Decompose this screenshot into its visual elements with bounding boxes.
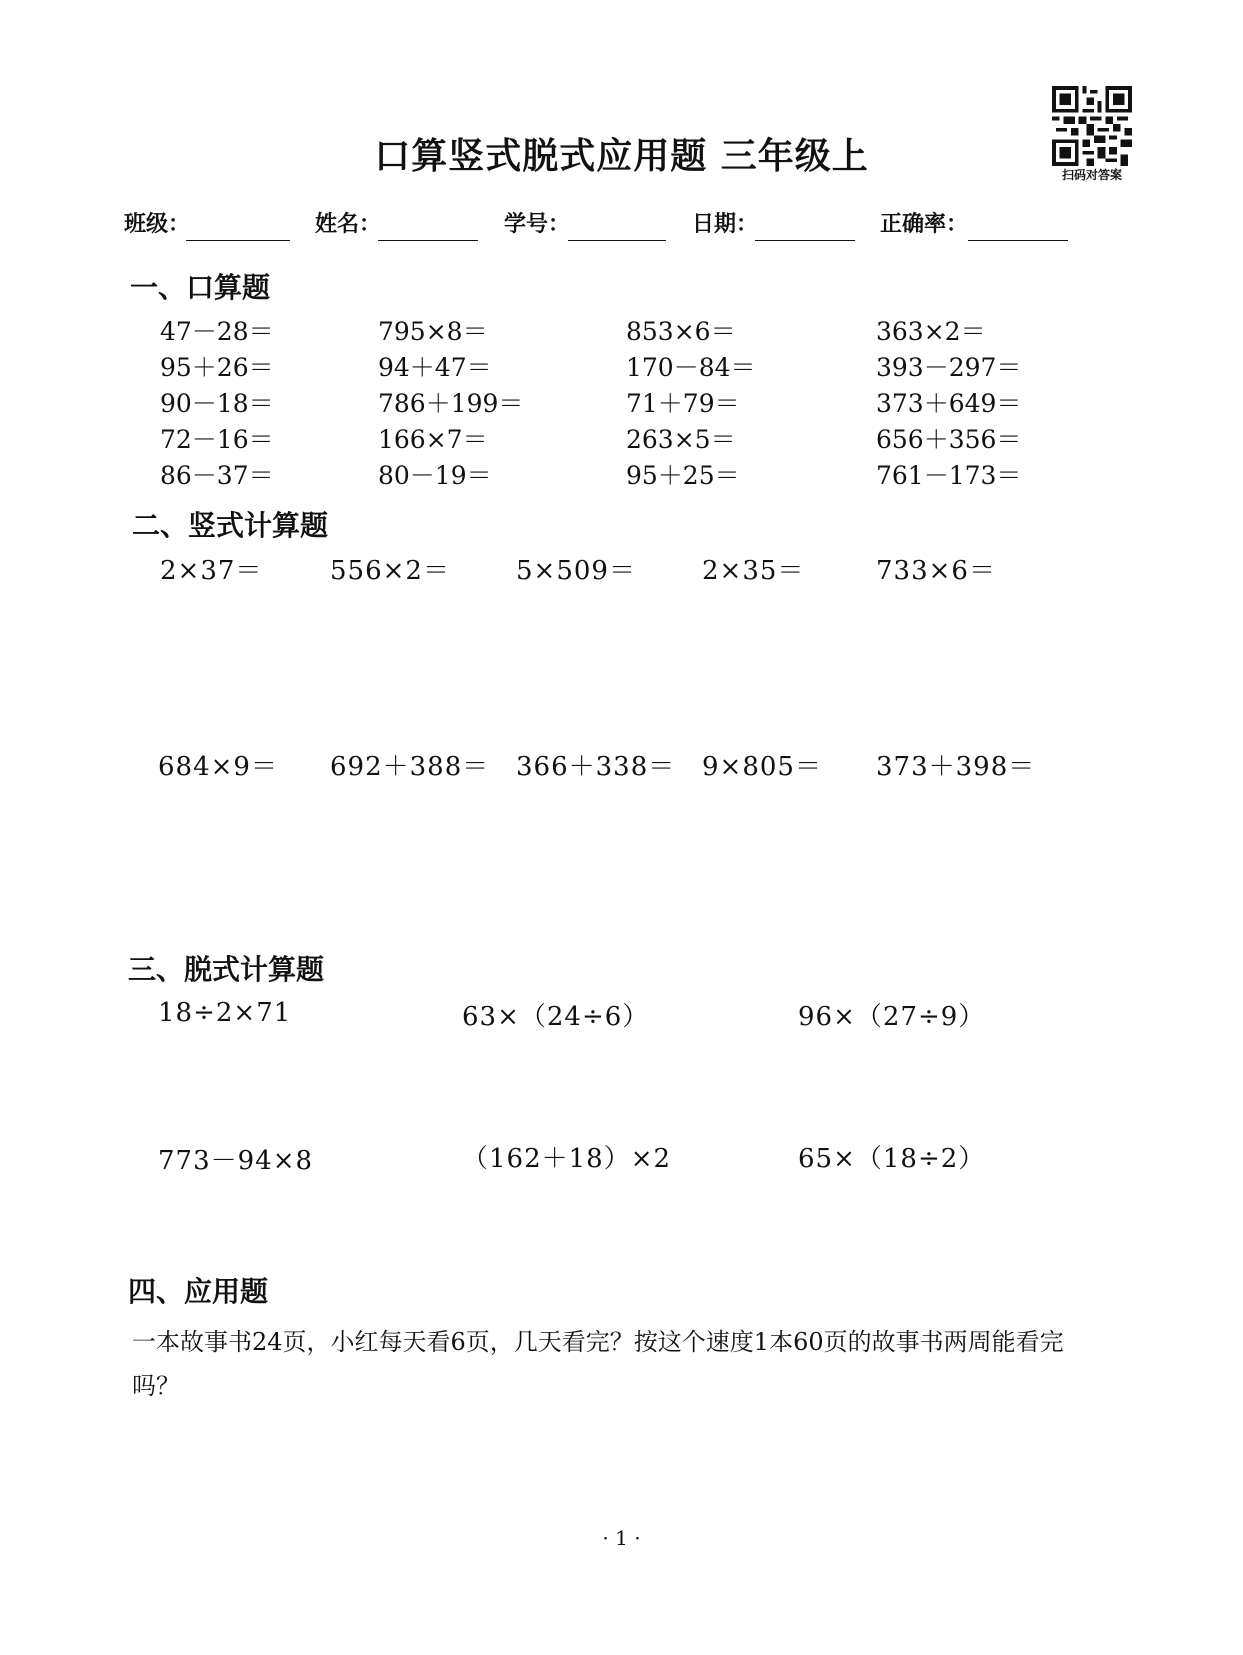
oral-problem: 47－28＝	[160, 317, 274, 346]
oral-problem: 94＋47＝	[378, 353, 492, 382]
qr-code-icon[interactable]	[1052, 86, 1132, 166]
page-number: · 1 ·	[602, 1526, 641, 1550]
name-field[interactable]	[378, 240, 478, 241]
section-heading-stepwise: 三、脱式计算题	[128, 953, 325, 986]
vertical-problem: 2×35＝	[702, 556, 805, 586]
stepwise-problem: 773－94×8	[158, 1146, 314, 1176]
vertical-problem: 9×805＝	[702, 752, 822, 782]
stepwise-problem: 65×（18÷2）	[798, 1144, 986, 1174]
section-heading-word: 四、应用题	[128, 1275, 269, 1308]
oral-problem: 786＋199＝	[378, 389, 524, 418]
vertical-problem: 556×2＝	[330, 556, 450, 586]
oral-problem: 761－173＝	[876, 461, 1022, 490]
oral-problem: 80－19＝	[378, 461, 492, 490]
oral-problem: 71＋79＝	[626, 389, 740, 418]
oral-problem: 95＋25＝	[626, 461, 740, 490]
vertical-problem: 373＋398＝	[876, 752, 1036, 782]
accuracy-field[interactable]	[968, 240, 1068, 241]
student-id-field[interactable]	[568, 240, 666, 241]
oral-problem: 373＋649＝	[876, 389, 1022, 418]
oral-problem: 795×8＝	[378, 317, 488, 346]
vertical-problem: 366＋338＝	[516, 752, 676, 782]
date-label: 日期：	[692, 212, 759, 237]
class-label: 班级：	[124, 212, 191, 237]
qr-caption: 扫码对答案	[1061, 168, 1122, 182]
oral-problem: 72－16＝	[160, 425, 274, 454]
vertical-problem: 684×9＝	[158, 752, 278, 782]
stepwise-problem: 96×（27÷9）	[798, 1002, 986, 1032]
oral-problem: 393－297＝	[876, 353, 1022, 382]
oral-problem: 656＋356＝	[876, 425, 1022, 454]
oral-problem: 363×2＝	[876, 317, 986, 346]
vertical-problem: 2×37＝	[160, 556, 263, 586]
stepwise-problem: 18÷2×71	[158, 998, 292, 1028]
oral-problem: 853×6＝	[626, 317, 736, 346]
oral-problem: 86－37＝	[160, 461, 274, 490]
oral-problem: 263×5＝	[626, 425, 736, 454]
stepwise-problem: （162＋18）×2	[462, 1144, 672, 1174]
oral-problem: 90－18＝	[160, 389, 274, 418]
accuracy-label: 正确率：	[880, 212, 969, 237]
name-label: 姓名：	[315, 212, 382, 237]
vertical-problem: 5×509＝	[516, 556, 636, 586]
section-heading-vertical: 二、竖式计算题	[132, 509, 329, 542]
oral-problem: 170－84＝	[626, 353, 756, 382]
student-id-label: 学号：	[504, 212, 571, 237]
page-title: 口算竖式脱式应用题 三年级上	[374, 136, 869, 177]
vertical-problem: 733×6＝	[876, 556, 996, 586]
date-field[interactable]	[755, 240, 855, 241]
stepwise-problem: 63×（24÷6）	[462, 1002, 650, 1032]
class-field[interactable]	[186, 240, 290, 241]
oral-problem: 95＋26＝	[160, 353, 274, 382]
section-heading-oral: 一、口算题	[130, 271, 271, 304]
word-problem-text: 一本故事书24页，小红每天看6页，几天看完？按这个速度1本60页的故事书两周能看完吗？	[132, 1328, 1064, 1400]
oral-problem: 166×7＝	[378, 425, 488, 454]
vertical-problem: 692＋388＝	[330, 752, 490, 782]
